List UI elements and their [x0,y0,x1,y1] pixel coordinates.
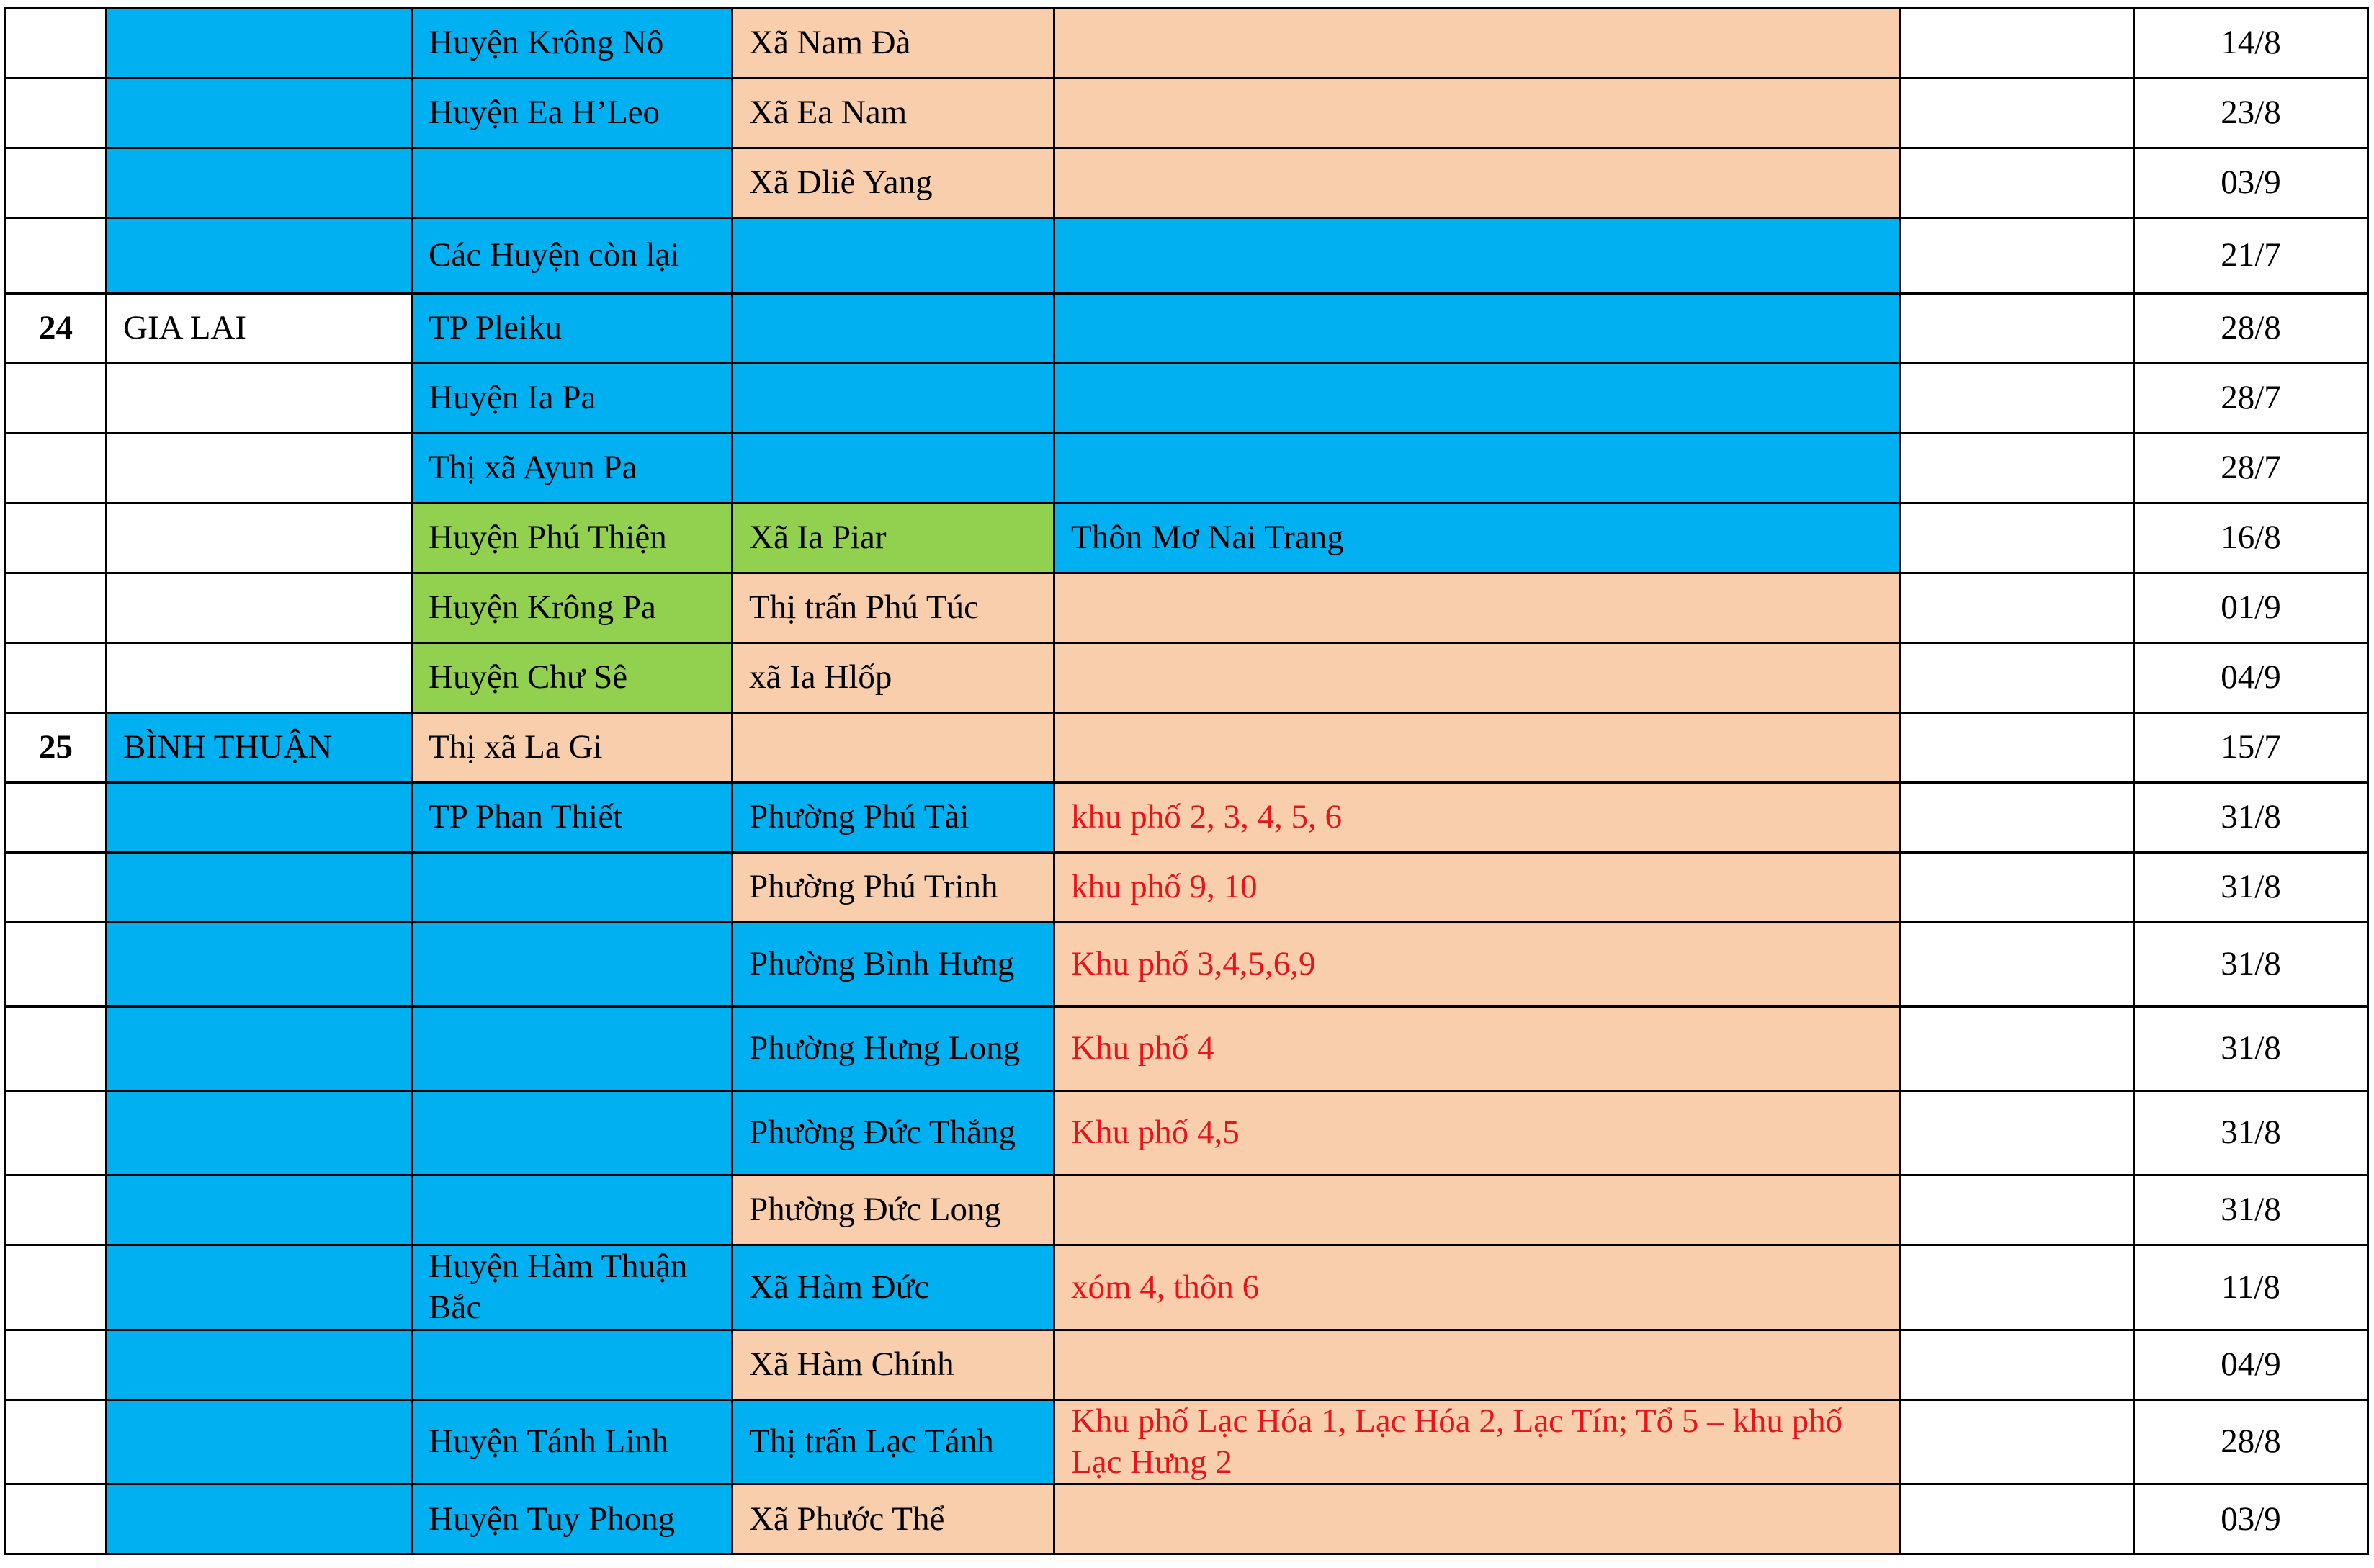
row-number-cell [6,643,107,713]
commune-cell: Phường Đức Long [733,1175,1054,1245]
empty-cell [1900,1091,2134,1175]
table-body [6,9,2368,1554]
district-cell [412,853,733,923]
province-cell [107,1399,412,1484]
empty-cell [1900,1175,2134,1245]
area-detail-cell: Khu phố 4,5 [1054,1091,1900,1175]
area-detail-cell [1054,1330,1900,1399]
district-cell: Huyện Chư Sê [412,643,733,713]
province-cell [107,1175,412,1245]
empty-cell [1900,923,2134,1007]
area-detail-cell [1054,1484,1900,1554]
empty-cell [1900,1484,2134,1554]
date-cell: 04/9 [2134,1330,2368,1399]
district-cell: Huyện Phú Thiện [412,503,733,573]
province-cell [107,148,412,218]
table-row [6,713,2368,783]
area-detail-cell [1054,1175,1900,1245]
date-cell: 15/7 [2134,713,2368,783]
table-row [6,148,2368,218]
empty-cell [1900,79,2134,148]
area-detail-cell: Thôn Mơ Nai Trang [1054,503,1900,573]
date-cell: 23/8 [2134,79,2368,148]
row-number-cell [6,853,107,923]
province-cell [107,1091,412,1175]
district-cell [412,1330,733,1399]
area-detail-cell: xóm 4, thôn 6 [1054,1245,1900,1330]
area-detail-cell: khu phố 2, 3, 4, 5, 6 [1054,783,1900,853]
commune-cell: Thị trấn Lạc Tánh [733,1399,1054,1484]
area-detail-cell [1054,573,1900,643]
province-cell [107,1245,412,1330]
table-row [6,1091,2368,1175]
date-cell: 03/9 [2134,148,2368,218]
empty-cell [1900,294,2134,364]
empty-cell [1900,1245,2134,1330]
empty-cell [1900,503,2134,573]
empty-cell [1900,573,2134,643]
row-number-cell [6,1484,107,1554]
province-cell [107,1484,412,1554]
row-number-cell [6,79,107,148]
district-cell: Huyện Tuy Phong [412,1484,733,1554]
empty-cell [1900,1330,2134,1399]
date-cell: 31/8 [2134,923,2368,1007]
row-number-cell [6,573,107,643]
date-cell: 04/9 [2134,643,2368,713]
district-cell [412,1091,733,1175]
table-row [6,573,2368,643]
date-cell: 11/8 [2134,1245,2368,1330]
district-cell: Huyện Ia Pa [412,364,733,434]
row-number-cell [6,364,107,434]
date-cell: 01/9 [2134,573,2368,643]
row-number-cell [6,434,107,503]
district-cell: Thị xã La Gi [412,713,733,783]
date-cell: 31/8 [2134,1007,2368,1091]
date-cell: 21/7 [2134,218,2368,294]
table-row [6,1245,2368,1330]
empty-cell [1900,713,2134,783]
empty-cell [1900,434,2134,503]
row-number-cell [6,9,107,79]
empty-cell [1900,643,2134,713]
empty-cell [1900,148,2134,218]
date-cell: 31/8 [2134,1091,2368,1175]
area-detail-cell [1054,148,1900,218]
district-cell: Huyện Hàm Thuận Bắc [412,1245,733,1330]
row-number-cell [6,1007,107,1091]
district-cell: Thị xã Ayun Pa [412,434,733,503]
province-cell [107,503,412,573]
empty-cell [1900,218,2134,294]
row-number-cell: 24 [6,294,107,364]
row-number-cell [6,1399,107,1484]
district-cell [412,923,733,1007]
commune-cell [733,294,1054,364]
date-cell: 03/9 [2134,1484,2368,1554]
commune-cell: Xã Phước Thể [733,1484,1054,1554]
empty-cell [1900,853,2134,923]
district-cell: TP Pleiku [412,294,733,364]
date-cell: 28/7 [2134,364,2368,434]
province-cell: BÌNH THUẬN [107,713,412,783]
row-number-cell: 25 [6,713,107,783]
province-cell [107,573,412,643]
province-cell [107,9,412,79]
commune-cell: Phường Bình Hưng [733,923,1054,1007]
province-cell [107,364,412,434]
area-detail-cell [1054,643,1900,713]
area-detail-cell [1054,294,1900,364]
commune-cell: Xã Hàm Chính [733,1330,1054,1399]
district-cell [412,1007,733,1091]
commune-cell: Xã Nam Đà [733,9,1054,79]
commune-cell: Phường Hưng Long [733,1007,1054,1091]
province-cell [107,853,412,923]
province-cell [107,783,412,853]
table-row [6,9,2368,79]
empty-cell [1900,1007,2134,1091]
date-cell: 31/8 [2134,1175,2368,1245]
district-cell [412,1175,733,1245]
commune-cell: Xã Hàm Đức [733,1245,1054,1330]
empty-cell [1900,783,2134,853]
row-number-cell [6,923,107,1007]
date-cell: 31/8 [2134,853,2368,923]
commune-cell: Phường Phú Trinh [733,853,1054,923]
commune-cell [733,364,1054,434]
district-cell: Huyện Tánh Linh [412,1399,733,1484]
area-detail-cell: Khu phố 4 [1054,1007,1900,1091]
area-detail-cell [1054,364,1900,434]
table-row [6,434,2368,503]
row-number-cell [6,1330,107,1399]
row-number-cell [6,1245,107,1330]
table-row [6,79,2368,148]
area-detail-cell [1054,9,1900,79]
table-row [6,1484,2368,1554]
province-cell [107,1007,412,1091]
district-cell: TP Phan Thiết [412,783,733,853]
table-row [6,1399,2368,1484]
province-cell [107,643,412,713]
commune-cell: Xã Ea Nam [733,79,1054,148]
row-number-cell [6,1175,107,1245]
row-number-cell [6,783,107,853]
row-number-cell [6,218,107,294]
commune-cell [733,434,1054,503]
area-detail-cell [1054,713,1900,783]
area-detail-cell: Khu phố Lạc Hóa 1, Lạc Hóa 2, Lạc Tín; Tổ 5 – khu phố Lạc Hưng 2 [1054,1399,1900,1484]
date-cell: 31/8 [2134,783,2368,853]
province-cell [107,79,412,148]
province-cell [107,434,412,503]
district-cell: Các Huyện còn lại [412,218,733,294]
commune-cell: Xã Dliê Yang [733,148,1054,218]
commune-cell: Thị trấn Phú Túc [733,573,1054,643]
outbreak-area-table [4,7,2369,1555]
empty-cell [1900,9,2134,79]
area-detail-cell [1054,434,1900,503]
commune-cell: Phường Phú Tài [733,783,1054,853]
date-cell: 28/7 [2134,434,2368,503]
table-row [6,923,2368,1007]
province-cell [107,1330,412,1399]
date-cell: 16/8 [2134,503,2368,573]
commune-cell [733,713,1054,783]
area-detail-cell: khu phố 9, 10 [1054,853,1900,923]
district-cell [412,148,733,218]
area-detail-cell [1054,79,1900,148]
table-row [6,853,2368,923]
area-detail-cell [1054,218,1900,294]
table-row [6,1007,2368,1091]
date-cell: 28/8 [2134,1399,2368,1484]
table-row [6,503,2368,573]
date-cell: 28/8 [2134,294,2368,364]
row-number-cell [6,148,107,218]
province-cell [107,923,412,1007]
empty-cell [1900,1399,2134,1484]
table-row [6,783,2368,853]
table-row [6,643,2368,713]
area-detail-cell: Khu phố 3,4,5,6,9 [1054,923,1900,1007]
district-cell: Huyện Ea H’Leo [412,79,733,148]
province-cell: GIA LAI [107,294,412,364]
district-cell: Huyện Krông Nô [412,9,733,79]
table-row [6,364,2368,434]
commune-cell: xã Ia Hlốp [733,643,1054,713]
table-row [6,218,2368,294]
table-row [6,1175,2368,1245]
empty-cell [1900,364,2134,434]
commune-cell: Xã Ia Piar [733,503,1054,573]
table-row [6,294,2368,364]
commune-cell: Phường Đức Thắng [733,1091,1054,1175]
table-row [6,1330,2368,1399]
district-cell: Huyện Krông Pa [412,573,733,643]
row-number-cell [6,503,107,573]
commune-cell [733,218,1054,294]
row-number-cell [6,1091,107,1175]
date-cell: 14/8 [2134,9,2368,79]
province-cell [107,218,412,294]
